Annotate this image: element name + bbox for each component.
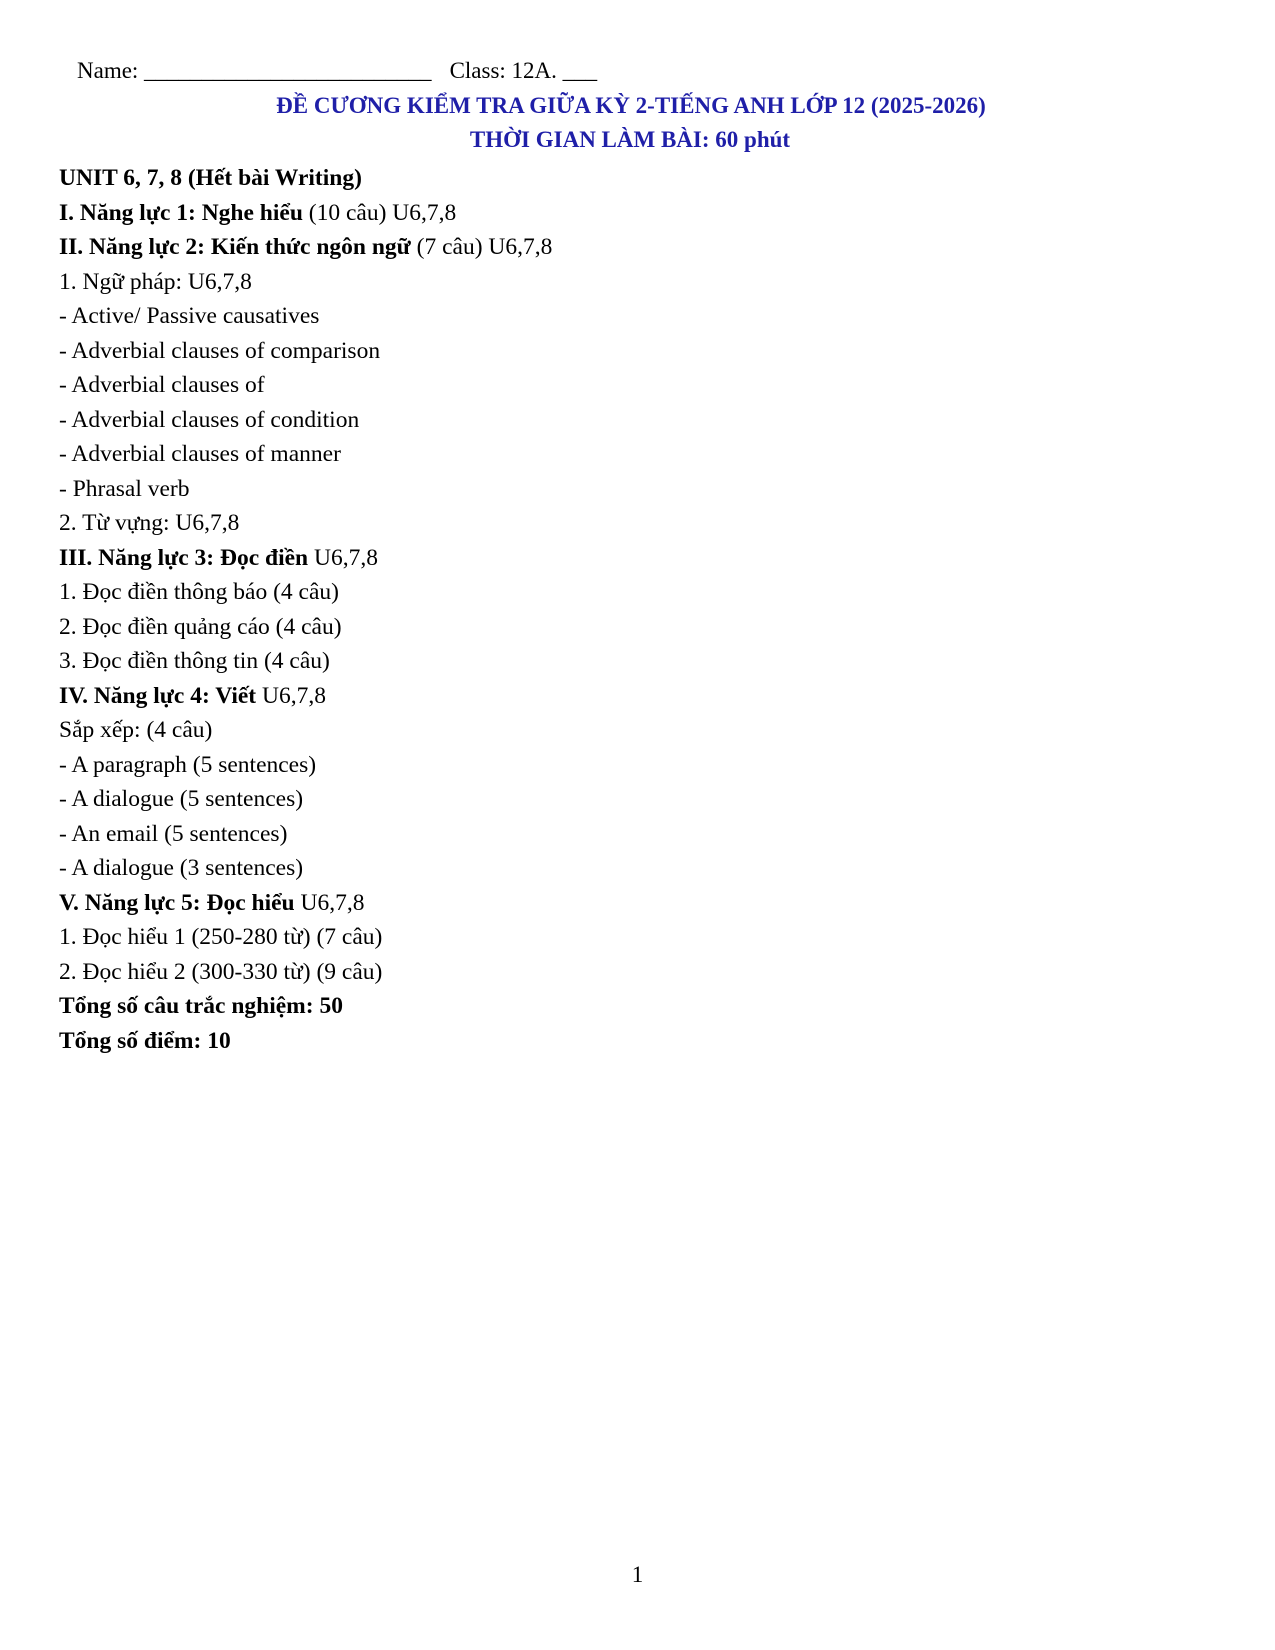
- section-3-detail: U6,7,8: [308, 544, 378, 571]
- outline-content: [59, 161, 1159, 1058]
- reading-fill-item: 3. Đọc điền thông tin (4 câu): [59, 648, 330, 674]
- reading-fill-item: 1. Đọc điền thông báo (4 câu): [59, 579, 339, 605]
- section-1-title: I. Năng lực 1: Nghe hiểu: [59, 199, 303, 226]
- vocab-heading: 2. Từ vựng: U6,7,8: [59, 510, 240, 536]
- section-2-heading: [59, 230, 1159, 265]
- grammar-item: - Adverbial clauses of condition: [59, 406, 360, 433]
- total-points: Tổng số điểm: 10: [59, 1027, 231, 1054]
- writing-item: - A paragraph (5 sentences): [59, 751, 317, 778]
- name-field-label: Name: _________________________: [77, 58, 432, 83]
- document-title: ĐỀ CƯƠNG KIỂM TRA GIỮA KỲ 2-TIẾNG ANH LỚP 12 (2025-2026): [276, 93, 986, 118]
- writing-item: - A dialogue (3 sentences): [59, 855, 304, 881]
- writing-item: - A dialogue (5 sentences): [59, 786, 304, 812]
- reading-fill-item: 2. Đọc điền quảng cáo (4 câu): [59, 613, 342, 640]
- grammar-item: - Adverbial clauses of comparison: [59, 337, 381, 364]
- reading-item: 2. Đọc hiểu 2 (300-330 từ) (9 câu): [59, 958, 383, 985]
- grammar-item: - Adverbial clauses of manner: [59, 441, 341, 467]
- section-1-detail: (10 câu) U6,7,8: [302, 199, 457, 226]
- class-field-label: Class: 12A. ___: [449, 58, 598, 83]
- grammar-item: - Active/ Passive causatives: [59, 303, 320, 329]
- unit-heading: UNIT 6, 7, 8 (Hết bài Writing): [59, 165, 362, 191]
- section-5-heading: [59, 886, 1159, 921]
- section-1-heading: [59, 196, 1159, 231]
- section-3-title: III. Năng lực 3: Đọc điền: [59, 544, 309, 571]
- student-info-line: [77, 58, 597, 84]
- document-subtitle: THỜI GIAN LÀM BÀI: 60 phút: [469, 127, 791, 152]
- grammar-heading: 1. Ngữ pháp: U6,7,8: [59, 268, 252, 295]
- section-3-heading: [59, 541, 1159, 576]
- section-4-title: IV. Năng lực 4: Viết: [59, 682, 257, 709]
- reading-item: 1. Đọc hiểu 1 (250-280 từ) (7 câu): [59, 924, 383, 950]
- section-2-title: II. Năng lực 2: Kiến thức ngôn ngữ: [59, 234, 411, 260]
- page-number: 1: [631, 1562, 644, 1587]
- grammar-item: - Phrasal verb: [59, 475, 190, 502]
- grammar-item: - Adverbial clauses of: [59, 372, 265, 398]
- section-4-heading: [59, 679, 1159, 714]
- total-questions: Tổng số câu trắc nghiệm: 50: [59, 993, 343, 1019]
- writing-item: - An email (5 sentences): [59, 820, 288, 847]
- arrange-heading: Sắp xếp: (4 câu): [59, 717, 213, 743]
- section-4-detail: U6,7,8: [256, 682, 326, 709]
- section-5-title: V. Năng lực 5: Đọc hiểu: [59, 889, 295, 916]
- section-5-detail: U6,7,8: [294, 889, 365, 916]
- section-2-detail: (7 câu) U6,7,8: [410, 234, 553, 260]
